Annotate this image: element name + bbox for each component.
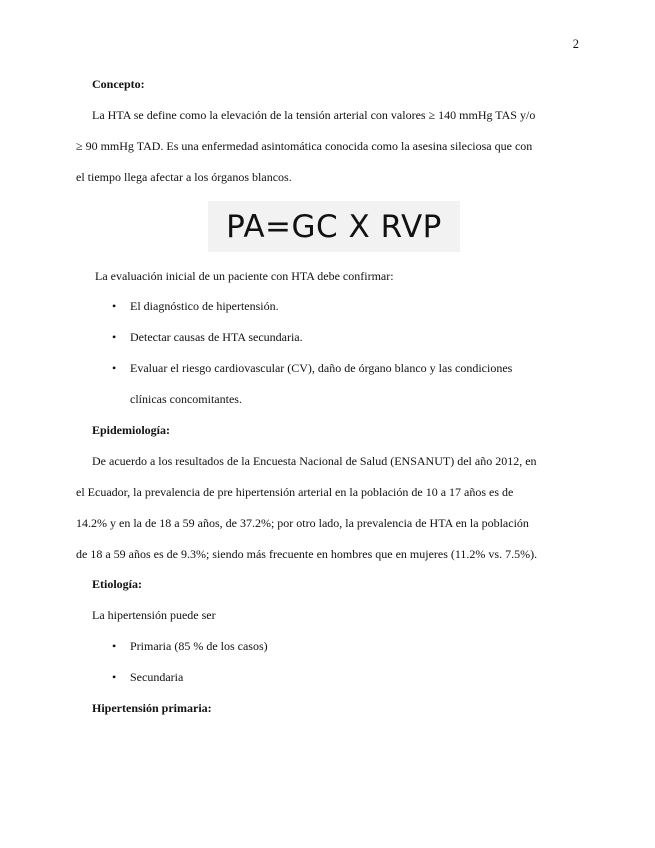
- page-number: 2: [572, 37, 579, 51]
- evaluacion-bullet-1: El diagnóstico de hipertensión.: [130, 299, 279, 313]
- epidemiologia-heading: Epidemiología:: [92, 423, 171, 437]
- hipertension-primaria-heading: Hipertensión primaria:: [92, 701, 212, 715]
- concepto-line-1: La HTA se define como la elevación de la tensión arterial con valores ≥ 140 mmHg TAS y/o: [92, 108, 536, 122]
- epidemiologia-line-2: el Ecuador, la prevalencia de pre hipertensión arterial en la población de 10 a 17 años es de: [76, 485, 514, 499]
- epidemiologia-line-4: de 18 a 59 años es de 9.3%; siendo más frecuente en hombres que en mujeres (11.2% vs. 7.5%).: [76, 547, 538, 561]
- etiologia-heading: Etiología:: [92, 577, 142, 591]
- etiologia-intro: La hipertensión puede ser: [92, 608, 216, 622]
- concepto-line-2: ≥ 90 mmHg TAD. Es una enfermedad asintomática conocida como la asesina sileciosa que con: [76, 139, 533, 153]
- bullet-icon: •: [112, 330, 117, 344]
- etiologia-bullet-1: Primaria (85 % de los casos): [130, 639, 268, 653]
- formula-text: PA=GC X RVP: [226, 208, 442, 245]
- epidemiologia-line-1: De acuerdo a los resultados de la Encuesta Nacional de Salud (ENSANUT) del año 2012, en: [92, 454, 537, 468]
- evaluacion-bullet-3: Evaluar el riesgo cardiovascular (CV), daño de órgano blanco y las condiciones: [130, 361, 513, 375]
- concepto-line-3: el tiempo llega afectar a los órganos blancos.: [76, 170, 292, 184]
- etiologia-bullet-2: Secundaria: [130, 670, 184, 684]
- bullet-icon: •: [112, 361, 117, 375]
- bullet-icon: •: [112, 299, 117, 313]
- concepto-heading: Concepto:: [92, 77, 145, 91]
- evaluacion-bullet-3-cont: clínicas concomitantes.: [130, 392, 242, 406]
- evaluacion-intro: La evaluación inicial de un paciente con HTA debe confirmar:: [95, 269, 394, 283]
- formula-image: [208, 201, 460, 252]
- bullet-icon: •: [112, 639, 117, 653]
- epidemiologia-line-3: 14.2% y en la de 18 a 59 años, de 37.2%; por otro lado, la prevalencia de HTA en la población: [76, 516, 529, 530]
- evaluacion-bullet-2: Detectar causas de HTA secundaria.: [130, 330, 303, 344]
- bullet-icon: •: [112, 670, 117, 684]
